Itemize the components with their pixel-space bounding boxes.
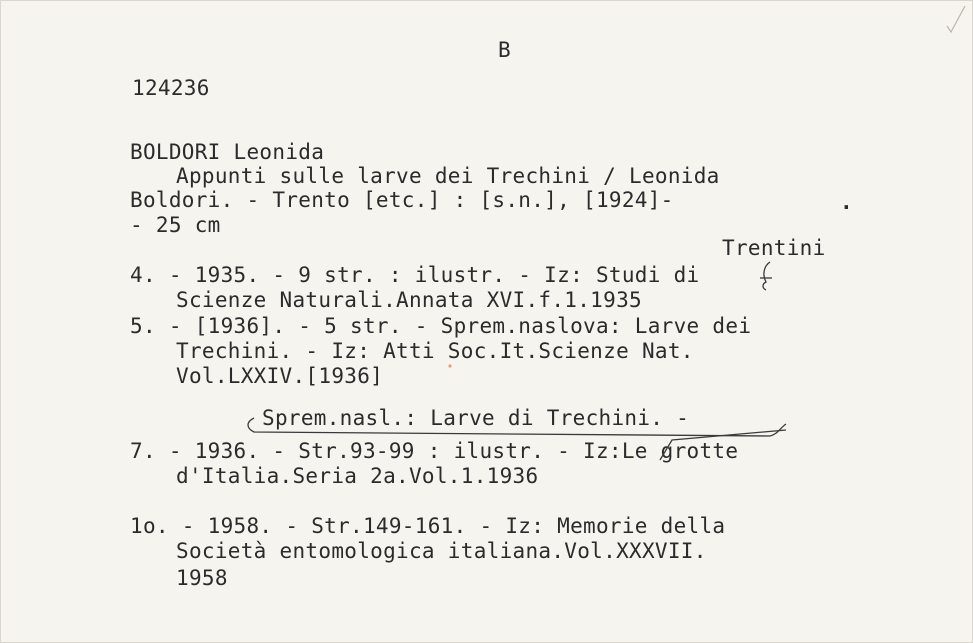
entry-line: 1958	[176, 566, 228, 590]
title-line: Boldori. - Trento [etc.] : [s.n.], [1924]-	[130, 188, 674, 212]
entry-line: 7. - 1936. - Str.93-99 : ilustr. - Iz:Le grotte	[130, 439, 739, 463]
entry-line: 4. - 1935. - 9 str. : ilustr. - Iz: Studi di	[130, 263, 700, 287]
check-mark-icon	[945, 4, 967, 34]
entry-line: Vol.LXXIV.[1936]	[176, 364, 384, 388]
pencil-dot	[448, 364, 451, 367]
entry-line: d'Italia.Seria 2a.Vol.1.1936	[176, 464, 539, 488]
entry-line: 1o. - 1958. - Str.149-161. - Iz: Memorie della	[130, 514, 726, 538]
trailing-dot: .	[840, 190, 853, 214]
entry-line: Trechini. - Iz: Atti Soc.It.Scienze Nat.	[176, 339, 694, 363]
author-heading: BOLDORI Leonida	[130, 140, 325, 164]
entry-line: Società entomologica italiana.Vol.XXXVII.	[176, 539, 707, 563]
entry-line: Scienze Naturali.Annata XVI.f.1.1935	[176, 288, 642, 312]
insertion-caret	[763, 262, 770, 290]
accession-number: 124236	[132, 76, 210, 100]
title-line: Appunti sulle larve dei Trechini / Leonida	[176, 164, 720, 188]
handwritten-insert: Trentini	[722, 236, 826, 260]
entry-line: 5. - [1936]. - 5 str. - Sprem.naslova: Larve dei	[130, 314, 752, 338]
entry-note: Sprem.nasl.: Larve di Trechini. -	[262, 406, 690, 430]
title-line: - 25 cm	[130, 213, 221, 237]
card-letter: B	[498, 38, 511, 62]
